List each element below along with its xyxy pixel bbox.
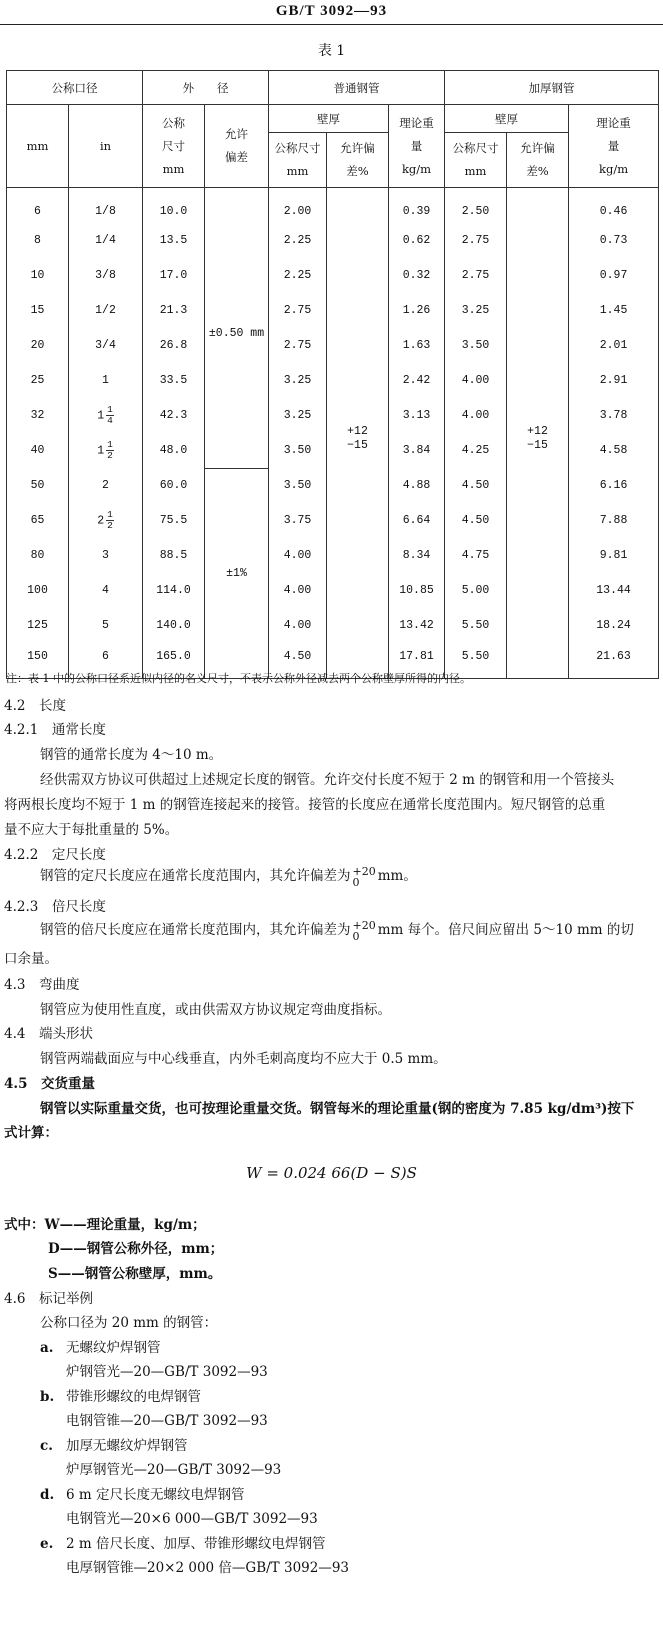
section-number: 4.6 (4, 1291, 26, 1307)
cell-weight-normal: 4.88 (389, 468, 445, 503)
header-rule (0, 24, 663, 25)
cell-od: 114.0 (143, 573, 205, 608)
section-4-2-2 (4, 843, 106, 863)
header-nominal-bore: 公称口径 (7, 71, 143, 105)
fraction-denominator: 2 (107, 450, 113, 461)
section-title: 标记举例 (38, 1291, 93, 1307)
cell-mm: 8 (7, 223, 69, 258)
paragraph: 钢管应为使用性直度，或由供需双方协议规定弯曲度指标。 (40, 1002, 391, 1018)
cell-wall-normal: 3.50 (269, 433, 327, 468)
fraction-denominator: 4 (107, 415, 113, 426)
section-number: 4.2 (4, 698, 26, 714)
cell-wall-thick: 4.50 (445, 503, 507, 538)
cell-mm: 100 (7, 573, 69, 608)
section-4-6 (4, 1287, 93, 1307)
cell-weight-normal: 10.85 (389, 573, 445, 608)
tolerance-stack (353, 920, 376, 942)
section-4-5 (4, 1072, 95, 1092)
section-4-2-1 (4, 718, 106, 738)
paragraph-text: mm。 (377, 868, 417, 884)
cell-wall-thick: 3.25 (445, 293, 507, 328)
cell-wall-thick: 4.00 (445, 398, 507, 433)
cell-wall-thick: 4.25 (445, 433, 507, 468)
cell-weight-normal: 2.42 (389, 363, 445, 398)
header-weight-thick (569, 105, 659, 188)
cell-od-tolerance: ±0.50 mm (205, 188, 269, 469)
header-in: in (69, 105, 143, 188)
header-normal-pipe: 普通钢管 (269, 71, 445, 105)
table-caption: 表 1 (317, 43, 346, 59)
example-mark: 电钢管光—20×6 000—GB/T 3092—93 (66, 1511, 318, 1527)
tolerance-upper: +20 (352, 864, 376, 878)
cell-wall-normal: 3.50 (269, 468, 327, 503)
cell-weight-thick: 1.45 (569, 293, 659, 328)
cell-weight-normal: 6.64 (389, 503, 445, 538)
cell-wall-normal: 2.25 (269, 223, 327, 258)
cell-wall-normal: 3.25 (269, 398, 327, 433)
cell-weight-thick: 7.88 (569, 503, 659, 538)
fraction-numerator: 1 (107, 404, 113, 415)
in-whole: 2 (97, 514, 105, 528)
section-title: 定尺长度 (51, 847, 106, 863)
cell-in: 4 (69, 573, 143, 608)
cell-od: 26.8 (143, 328, 205, 363)
example-item (40, 1532, 325, 1552)
cell-wall-normal: 4.00 (269, 538, 327, 573)
cell-weight-normal: 0.39 (389, 188, 445, 224)
cell-weight-thick: 3.78 (569, 398, 659, 433)
paragraph: 钢管以实际重量交货，也可按理论重量交货。钢管每米的理论重量(钢的密度为 7.85 kg/dm³)按下 (40, 1101, 635, 1117)
cell-weight-thick: 0.46 (569, 188, 659, 224)
fraction-numerator: 1 (107, 509, 113, 520)
in-fraction (106, 510, 114, 531)
header-thick-pipe: 加厚钢管 (445, 71, 659, 105)
tolerance-stack (353, 866, 376, 888)
section-number: 4.4 (4, 1026, 26, 1042)
cell-mm: 50 (7, 468, 69, 503)
cell-od: 13.5 (143, 223, 205, 258)
header-od-nominal-text: 公称尺寸mm (162, 115, 185, 176)
cell-mm: 10 (7, 258, 69, 293)
cell-mm: 32 (7, 398, 69, 433)
example-mark: 电厚钢管锥—20×2 000 倍—GB/T 3092—93 (66, 1560, 350, 1576)
cell-in: 6 (69, 643, 143, 679)
cell-wall-thick: 4.75 (445, 538, 507, 573)
header-od-nominal (143, 105, 205, 188)
cell-od: 60.0 (143, 468, 205, 503)
in-whole: 1 (97, 444, 105, 458)
cell-in: 1/4 (69, 223, 143, 258)
header-wall-thick-tol (507, 133, 569, 188)
cell-od: 75.5 (143, 503, 205, 538)
cell-weight-normal: 0.32 (389, 258, 445, 293)
cell-weight-thick: 13.44 (569, 573, 659, 608)
cell-in: 1 (69, 363, 143, 398)
paragraph: 经供需双方协议可供超过上述规定长度的钢管。允许交付长度不短于 2 m 的钢管和用一个管接头 (40, 772, 615, 788)
paragraph: 式计算： (4, 1125, 58, 1141)
paragraph: 公称口径为 20 mm 的钢管： (40, 1315, 218, 1331)
table-row (7, 188, 659, 224)
example-item (40, 1434, 188, 1454)
header-wall-thick-tol-text: 允许偏差% (520, 141, 555, 178)
tolerance-lower: 0 (352, 875, 360, 889)
section-number: 4.2.2 (4, 847, 39, 863)
cell-weight-thick: 0.73 (569, 223, 659, 258)
section-title: 通常长度 (51, 722, 106, 738)
cell-od: 140.0 (143, 608, 205, 643)
cell-mm: 150 (7, 643, 69, 679)
cell-wall-thick: 4.50 (445, 468, 507, 503)
header-wall-thick: 壁厚 (445, 105, 569, 133)
cell-weight-normal: 13.42 (389, 608, 445, 643)
example-label: b. (40, 1389, 55, 1405)
wall-tol-stack (327, 425, 388, 453)
cell-in (69, 398, 143, 433)
cell-in (69, 433, 143, 468)
table-body (7, 188, 659, 679)
cell-weight-thick: 9.81 (569, 538, 659, 573)
cell-weight-normal: 3.13 (389, 398, 445, 433)
document-header: GB/T 3092—93 (275, 3, 388, 19)
fraction-denominator: 2 (107, 520, 113, 531)
paragraph: 口余量。 (4, 951, 58, 967)
section-4-3 (4, 973, 79, 993)
example-name: 6 m 定尺长度无螺纹电焊钢管 (66, 1487, 245, 1503)
cell-weight-thick: 4.58 (569, 433, 659, 468)
cell-in: 1/8 (69, 188, 143, 224)
cell-mm: 20 (7, 328, 69, 363)
cell-od-tolerance: ±1% (205, 468, 269, 679)
example-label: d. (40, 1487, 55, 1503)
cell-weight-thick: 21.63 (569, 643, 659, 679)
cell-wall-normal-tolerance (327, 188, 389, 679)
example-item (40, 1483, 244, 1503)
paragraph-text: mm 每个。倍尺间应留出 5～10 mm 的切 (377, 922, 634, 938)
definition-w: 式中：W——理论重量，kg/m； (4, 1217, 206, 1233)
fraction-numerator: 1 (107, 439, 113, 450)
cell-wall-thick: 5.50 (445, 608, 507, 643)
cell-wall-thick-tolerance (507, 188, 569, 679)
section-title: 弯曲度 (38, 977, 80, 993)
cell-weight-thick: 6.16 (569, 468, 659, 503)
header-wall-normal-nominal-text: 公称尺寸mm (274, 141, 321, 178)
cell-wall-normal: 3.25 (269, 363, 327, 398)
section-4-2-3 (4, 895, 106, 915)
paragraph-text: 钢管的倍尺长度应在通常长度范围内，其允许偏差为 (40, 922, 351, 938)
header-wall-normal-tol-text: 允许偏差% (340, 141, 375, 178)
section-title: 端头形状 (38, 1026, 93, 1042)
cell-weight-normal: 0.62 (389, 223, 445, 258)
cell-wall-thick: 5.00 (445, 573, 507, 608)
cell-in: 5 (69, 608, 143, 643)
in-whole: 1 (97, 409, 105, 423)
cell-wall-thick: 2.50 (445, 188, 507, 224)
paragraph: 量不应大于每批重量的 5%。 (4, 822, 179, 838)
paragraph: 钢管两端截面应与中心线垂直，内外毛刺高度均不应大于 0.5 mm。 (40, 1051, 447, 1067)
example-label: c. (40, 1438, 53, 1454)
cell-wall-normal: 2.00 (269, 188, 327, 224)
cell-mm: 6 (7, 188, 69, 224)
header-wall-thick-nominal (445, 133, 507, 188)
header-mm: mm (7, 105, 69, 188)
section-4-2 (4, 694, 66, 714)
definition-d: D——钢管公称外径，mm； (48, 1241, 224, 1257)
cell-wall-normal: 2.75 (269, 293, 327, 328)
wall-tol-stack (507, 425, 568, 453)
header-wall-normal-tol (327, 133, 389, 188)
cell-in: 3/8 (69, 258, 143, 293)
wall-tol-upper: +12 (347, 425, 368, 438)
cell-od: 88.5 (143, 538, 205, 573)
cell-in: 1/2 (69, 293, 143, 328)
cell-wall-normal: 2.25 (269, 258, 327, 293)
cell-in: 2 (69, 468, 143, 503)
cell-wall-thick: 5.50 (445, 643, 507, 679)
paragraph (40, 918, 634, 942)
example-name: 无螺纹炉焊钢管 (66, 1340, 161, 1356)
cell-wall-normal: 4.50 (269, 643, 327, 679)
paragraph (40, 864, 417, 888)
example-label: e. (40, 1536, 54, 1552)
cell-in (69, 503, 143, 538)
header-wall-normal-nominal (269, 133, 327, 188)
cell-in: 3 (69, 538, 143, 573)
header-wall-thick-nominal-text: 公称尺寸mm (452, 141, 499, 178)
wall-tol-lower: −15 (347, 439, 368, 452)
cell-weight-normal: 1.63 (389, 328, 445, 363)
section-number: 4.3 (4, 977, 26, 993)
in-fraction (106, 405, 114, 426)
cell-in: 3/4 (69, 328, 143, 363)
cell-od: 165.0 (143, 643, 205, 679)
cell-od: 21.3 (143, 293, 205, 328)
section-number: 4.2.3 (4, 899, 39, 915)
example-label: a. (40, 1340, 54, 1356)
cell-wall-normal: 2.75 (269, 328, 327, 363)
cell-mm: 25 (7, 363, 69, 398)
cell-od: 10.0 (143, 188, 205, 224)
cell-weight-thick: 2.01 (569, 328, 659, 363)
section-number: 4.5 (4, 1076, 28, 1092)
cell-od: 17.0 (143, 258, 205, 293)
cell-weight-thick: 2.91 (569, 363, 659, 398)
cell-wall-thick: 2.75 (445, 258, 507, 293)
paragraph-text: 钢管的定尺长度应在通常长度范围内，其允许偏差为 (40, 868, 351, 884)
cell-wall-thick: 4.00 (445, 363, 507, 398)
example-mark: 炉厚钢管光—20—GB/T 3092—93 (66, 1462, 282, 1478)
example-item (40, 1336, 161, 1356)
section-number: 4.2.1 (4, 722, 39, 738)
cell-od: 42.3 (143, 398, 205, 433)
header-wall-normal: 壁厚 (269, 105, 389, 133)
cell-mm: 65 (7, 503, 69, 538)
cell-weight-normal: 8.34 (389, 538, 445, 573)
cell-weight-normal: 1.26 (389, 293, 445, 328)
header-weight-normal-text: 理论重量kg/m (399, 115, 434, 176)
section-title: 倍尺长度 (51, 899, 106, 915)
pipe-dimension-table (6, 70, 659, 679)
cell-weight-thick: 0.97 (569, 258, 659, 293)
cell-weight-normal: 17.81 (389, 643, 445, 679)
cell-mm: 15 (7, 293, 69, 328)
tolerance-lower: 0 (352, 929, 360, 943)
example-name: 2 m 倍尺长度、加厚、带锥形螺纹电焊钢管 (66, 1536, 326, 1552)
weight-formula: W = 0.024 66(D − S)S (246, 1164, 417, 1182)
header-weight-thick-text: 理论重量kg/m (596, 115, 631, 176)
example-mark: 电钢管锥—20—GB/T 3092—93 (66, 1413, 268, 1429)
example-name: 带锥形螺纹的电焊钢管 (66, 1389, 201, 1405)
cell-weight-thick: 18.24 (569, 608, 659, 643)
definition-s: S——钢管公称壁厚，mm。 (48, 1266, 222, 1282)
wall-tol-lower: −15 (527, 439, 548, 452)
example-item (40, 1385, 201, 1405)
section-4-4 (4, 1022, 93, 1042)
section-title: 交货重量 (41, 1076, 95, 1092)
cell-wall-thick: 3.50 (445, 328, 507, 363)
cell-od: 48.0 (143, 433, 205, 468)
cell-od: 33.5 (143, 363, 205, 398)
cell-mm: 80 (7, 538, 69, 573)
cell-wall-thick: 2.75 (445, 223, 507, 258)
cell-wall-normal: 4.00 (269, 573, 327, 608)
header-outer-diameter: 外 径 (143, 71, 269, 105)
wall-tol-upper: +12 (527, 425, 548, 438)
cell-wall-normal: 4.00 (269, 608, 327, 643)
header-od-tolerance-text: 允许偏差 (225, 127, 248, 164)
tolerance-upper: +20 (352, 918, 376, 932)
cell-wall-normal: 3.75 (269, 503, 327, 538)
cell-weight-normal: 3.84 (389, 433, 445, 468)
section-title: 长度 (38, 698, 66, 714)
cell-mm: 40 (7, 433, 69, 468)
cell-mm: 125 (7, 608, 69, 643)
in-fraction (106, 440, 114, 461)
header-weight-normal (389, 105, 445, 188)
paragraph: 将两根长度均不短于 1 m 的钢管连接起来的接管。接管的长度应在通常长度范围内。短尺钢管的总重 (4, 797, 606, 813)
header-od-tolerance (205, 105, 269, 188)
example-mark: 炉钢管光—20—GB/T 3092—93 (66, 1364, 268, 1380)
paragraph: 钢管的通常长度为 4～10 m。 (40, 747, 223, 763)
example-name: 加厚无螺纹炉焊钢管 (66, 1438, 188, 1454)
table-note: 注：表 1 中的公称口径系近似内径的名义尺寸，不表示公称外径减去两个公称壁厚所得的内径。 (6, 672, 471, 685)
